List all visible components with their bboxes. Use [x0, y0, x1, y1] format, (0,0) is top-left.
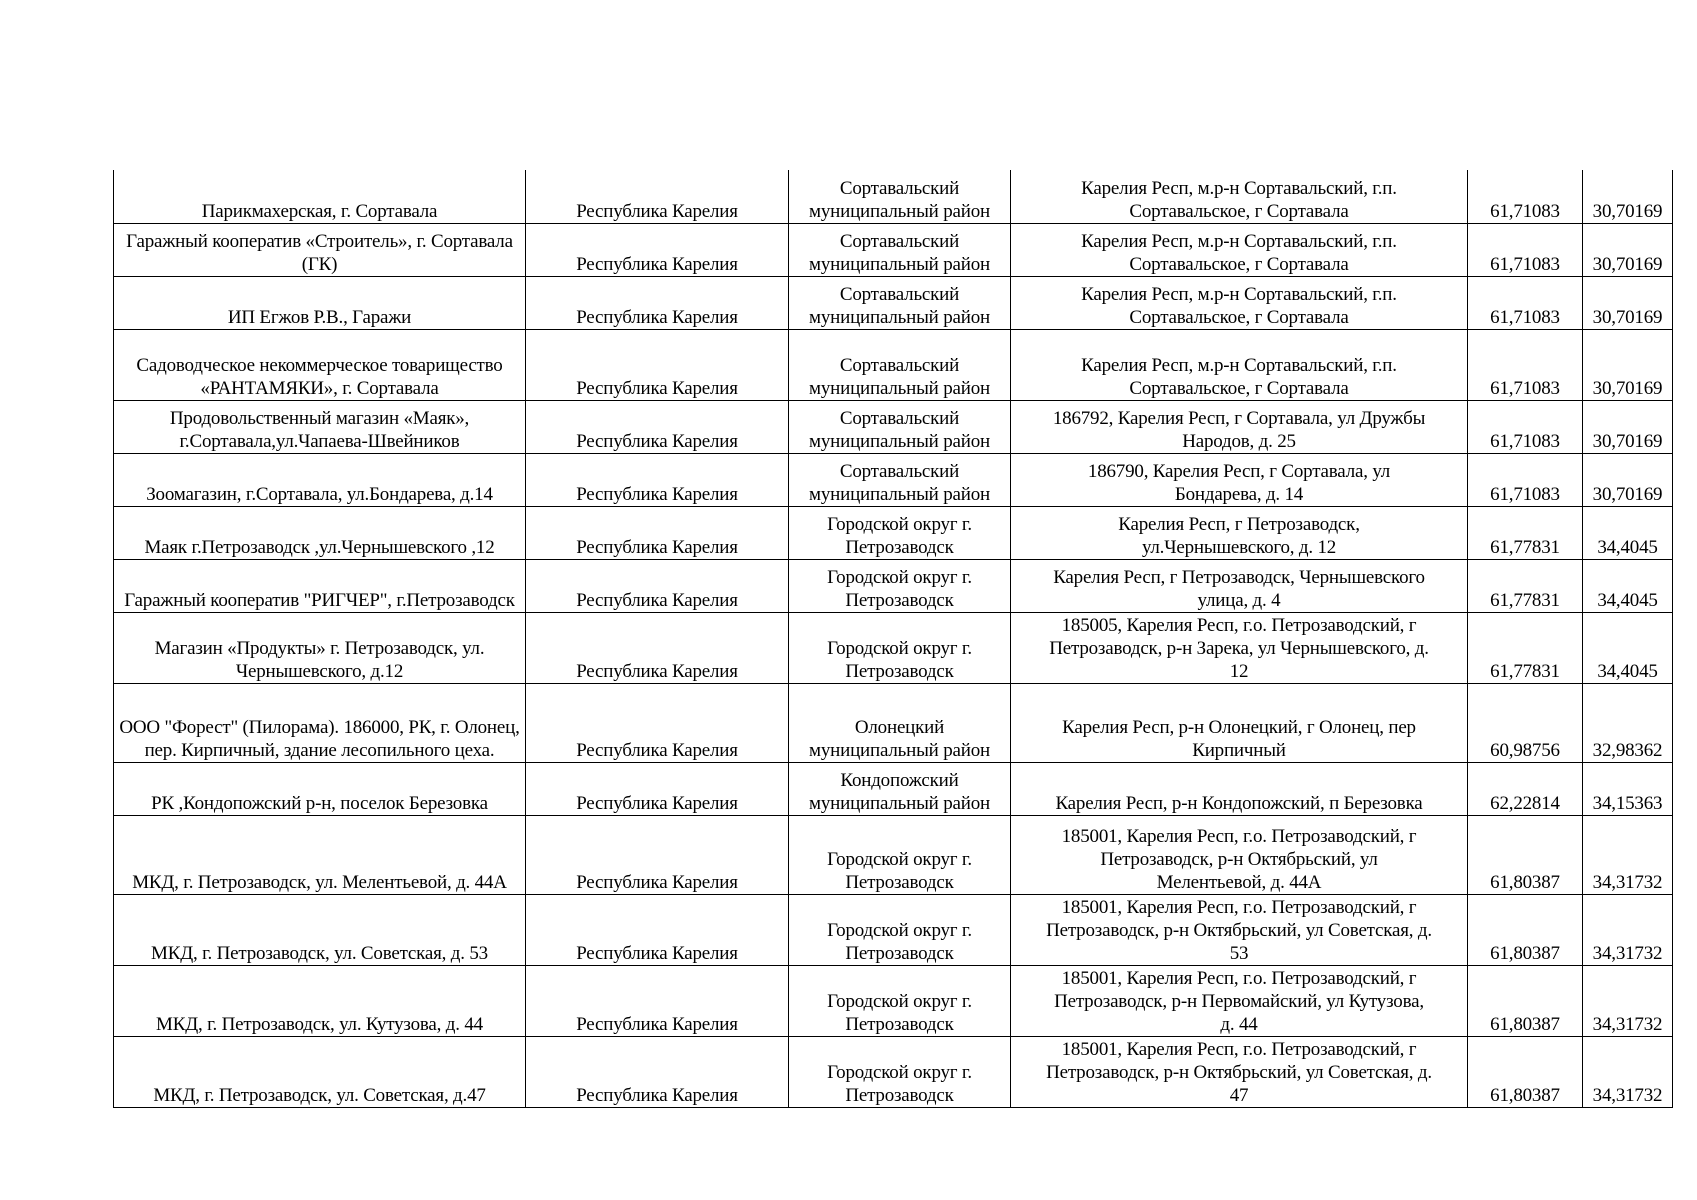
longitude-cell: 30,70169: [1583, 453, 1673, 506]
address-cell: [1011, 612, 1468, 683]
district-line: Петрозаводск: [845, 536, 954, 558]
object-name-cell: МКД, г. Петрозаводск, ул. Советская, д.47: [114, 1036, 526, 1107]
address-line: улица, д. 4: [1197, 589, 1281, 611]
latitude-cell: 61,71083: [1468, 223, 1583, 276]
table-row: [114, 683, 1673, 762]
address-cell: [1011, 683, 1468, 762]
district-line: Сортавальский: [839, 407, 960, 429]
table-row: [114, 329, 1673, 400]
longitude-cell: 30,70169: [1583, 223, 1673, 276]
object-name-cell: МКД, г. Петрозаводск, ул. Советская, д. 53: [114, 894, 526, 965]
table-row: [114, 276, 1673, 329]
object-name-cell: Гаражный кооператив "РИГЧЕР", г.Петрозаводск: [114, 559, 526, 612]
district-line: Городской округ г.: [827, 566, 972, 588]
district-line: муниципальный район: [809, 430, 990, 452]
address-line: 53: [1229, 942, 1249, 964]
district-line: Сортавальский: [839, 230, 960, 252]
region-cell: Республика Карелия: [526, 329, 789, 400]
address-cell: [1011, 170, 1468, 223]
address-line: Народов, д. 25: [1182, 430, 1296, 452]
address-line: 185001, Карелия Респ, г.о. Петрозаводский, г: [1061, 896, 1417, 918]
region-cell: Республика Карелия: [526, 965, 789, 1036]
address-cell: [1011, 762, 1468, 815]
region-cell: Республика Карелия: [526, 683, 789, 762]
district-line: муниципальный район: [809, 739, 990, 761]
district-line: Петрозаводск: [845, 1013, 954, 1035]
region-cell: Республика Карелия: [526, 559, 789, 612]
region-cell: Республика Карелия: [526, 453, 789, 506]
district-cell: [789, 559, 1011, 612]
district-line: Городской округ г.: [827, 990, 972, 1012]
address-line: 186790, Карелия Респ, г Сортавала, ул: [1087, 460, 1391, 482]
district-line: Петрозаводск: [845, 660, 954, 682]
district-line: муниципальный район: [809, 253, 990, 275]
table-row: [114, 559, 1673, 612]
latitude-cell: 61,71083: [1468, 170, 1583, 223]
table-row: [114, 965, 1673, 1036]
district-line: Сортавальский: [839, 460, 960, 482]
object-name-cell: Гаражный кооператив «Строитель», г. Сортавала (ГК): [114, 223, 526, 276]
address-cell: [1011, 400, 1468, 453]
address-cell: [1011, 559, 1468, 612]
longitude-cell: 34,31732: [1583, 894, 1673, 965]
longitude-cell: 34,4045: [1583, 506, 1673, 559]
address-line: Сортавальское, г Сортавала: [1129, 253, 1349, 275]
region-cell: Республика Карелия: [526, 612, 789, 683]
district-line: Городской округ г.: [827, 848, 972, 870]
region-cell: Республика Карелия: [526, 762, 789, 815]
address-cell: [1011, 453, 1468, 506]
table-row: [114, 762, 1673, 815]
district-cell: [789, 965, 1011, 1036]
address-line: 185001, Карелия Респ, г.о. Петрозаводский, г: [1061, 1038, 1417, 1060]
longitude-cell: 32,98362: [1583, 683, 1673, 762]
address-cell: [1011, 276, 1468, 329]
address-line: Сортавальское, г Сортавала: [1129, 200, 1349, 222]
address-line: 185005, Карелия Респ, г.о. Петрозаводский, г: [1061, 614, 1417, 636]
district-cell: [789, 170, 1011, 223]
table-row: [114, 223, 1673, 276]
address-line: Карелия Респ, м.р-н Сортавальский, г.п.: [1081, 177, 1397, 199]
address-line: Петрозаводск, р-н Октябрьский, ул Советская, д.: [1046, 1061, 1432, 1083]
district-cell: [789, 453, 1011, 506]
address-line: 12: [1229, 660, 1249, 682]
object-name-cell: Садоводческое некоммерческое товарищество «РАНТАМЯКИ», г. Сортавала: [114, 329, 526, 400]
region-cell: Республика Карелия: [526, 815, 789, 894]
district-cell: [789, 612, 1011, 683]
address-line: 186792, Карелия Респ, г Сортавала, ул Дружбы: [1052, 407, 1426, 429]
district-cell: [789, 815, 1011, 894]
registry-table-body: [114, 170, 1673, 1107]
district-line: муниципальный район: [809, 377, 990, 399]
longitude-cell: 34,4045: [1583, 612, 1673, 683]
table-row: [114, 612, 1673, 683]
object-name-cell: МКД, г. Петрозаводск, ул. Мелентьевой, д. 44А: [114, 815, 526, 894]
district-cell: [789, 400, 1011, 453]
address-line: Карелия Респ, м.р-н Сортавальский, г.п.: [1081, 283, 1397, 305]
longitude-cell: 30,70169: [1583, 400, 1673, 453]
address-line: Карелия Респ, г Петрозаводск, Чернышевского: [1053, 566, 1425, 588]
address-line: Карелия Респ, р-н Олонецкий, г Олонец, пер: [1062, 716, 1416, 738]
district-cell: [789, 276, 1011, 329]
latitude-cell: 61,80387: [1468, 815, 1583, 894]
latitude-cell: 61,77831: [1468, 559, 1583, 612]
address-line: ул.Чернышевского, д. 12: [1141, 536, 1337, 558]
district-line: Сортавальский: [839, 283, 960, 305]
object-name-cell: Зоомагазин, г.Сортавала, ул.Бондарева, д.14: [114, 453, 526, 506]
district-line: Петрозаводск: [845, 1084, 954, 1106]
table-row: [114, 170, 1673, 223]
region-cell: Республика Карелия: [526, 223, 789, 276]
address-line: Бондарева, д. 14: [1174, 483, 1304, 505]
district-cell: [789, 894, 1011, 965]
address-line: Карелия Респ, р-н Кондопожский, п Березовка: [1055, 792, 1423, 814]
address-line: Сортавальское, г Сортавала: [1129, 377, 1349, 399]
district-cell: [789, 1036, 1011, 1107]
longitude-cell: 30,70169: [1583, 276, 1673, 329]
table-row: [114, 506, 1673, 559]
latitude-cell: 61,80387: [1468, 965, 1583, 1036]
address-cell: [1011, 506, 1468, 559]
latitude-cell: 61,77831: [1468, 612, 1583, 683]
district-line: Городской округ г.: [827, 513, 972, 535]
district-line: Городской округ г.: [827, 919, 972, 941]
address-cell: [1011, 223, 1468, 276]
table-row: [114, 400, 1673, 453]
address-line: Карелия Респ, м.р-н Сортавальский, г.п.: [1081, 354, 1397, 376]
registry-table: [113, 170, 1673, 1108]
address-cell: [1011, 815, 1468, 894]
latitude-cell: 61,80387: [1468, 1036, 1583, 1107]
district-line: Сортавальский: [839, 177, 960, 199]
latitude-cell: 61,80387: [1468, 894, 1583, 965]
latitude-cell: 61,71083: [1468, 453, 1583, 506]
table-row: [114, 453, 1673, 506]
latitude-cell: 61,71083: [1468, 276, 1583, 329]
latitude-cell: 61,71083: [1468, 329, 1583, 400]
object-name-cell: Парикмахерская, г. Сортавала: [114, 170, 526, 223]
address-line: Петрозаводск, р-н Первомайский, ул Кутузова,: [1054, 990, 1424, 1012]
district-line: Петрозаводск: [845, 871, 954, 893]
region-cell: Республика Карелия: [526, 276, 789, 329]
address-cell: [1011, 1036, 1468, 1107]
region-cell: Республика Карелия: [526, 506, 789, 559]
longitude-cell: 30,70169: [1583, 329, 1673, 400]
district-cell: [789, 683, 1011, 762]
address-line: Петрозаводск, р-н Зарека, ул Чернышевского, д.: [1049, 637, 1429, 659]
district-cell: [789, 506, 1011, 559]
latitude-cell: 61,77831: [1468, 506, 1583, 559]
longitude-cell: 34,4045: [1583, 559, 1673, 612]
district-line: муниципальный район: [809, 792, 990, 814]
district-line: Кондопожский: [840, 769, 959, 791]
object-name-cell: Маяк г.Петрозаводск ,ул.Чернышевского ,12: [114, 506, 526, 559]
latitude-cell: 61,71083: [1468, 400, 1583, 453]
address-line: Петрозаводск, р-н Октябрьский, ул: [1100, 848, 1378, 870]
longitude-cell: 30,70169: [1583, 170, 1673, 223]
district-line: Городской округ г.: [827, 1061, 972, 1083]
region-cell: Республика Карелия: [526, 400, 789, 453]
district-line: Петрозаводск: [845, 589, 954, 611]
object-name-cell: Продовольственный магазин «Маяк», г.Сортавала,ул.Чапаева-Швейников: [114, 400, 526, 453]
district-cell: [789, 223, 1011, 276]
object-name-cell: МКД, г. Петрозаводск, ул. Кутузова, д. 44: [114, 965, 526, 1036]
address-line: Карелия Респ, м.р-н Сортавальский, г.п.: [1081, 230, 1397, 252]
longitude-cell: 34,31732: [1583, 965, 1673, 1036]
table-row: [114, 1036, 1673, 1107]
address-line: д. 44: [1220, 1013, 1258, 1035]
longitude-cell: 34,31732: [1583, 815, 1673, 894]
table-row: [114, 894, 1673, 965]
object-name-cell: ООО "Форест" (Пилорама). 186000, РК, г. Олонец, пер. Кирпичный, здание лесопильного цеха.: [114, 683, 526, 762]
address-line: 47: [1229, 1084, 1249, 1106]
table-row: [114, 815, 1673, 894]
address-line: Карелия Респ, г Петрозаводск,: [1118, 513, 1360, 535]
object-name-cell: ИП Егжов Р.В., Гаражи: [114, 276, 526, 329]
region-cell: Республика Карелия: [526, 170, 789, 223]
district-line: муниципальный район: [809, 483, 990, 505]
address-line: Петрозаводск, р-н Октябрьский, ул Советская, д.: [1046, 919, 1432, 941]
address-cell: [1011, 965, 1468, 1036]
longitude-cell: 34,15363: [1583, 762, 1673, 815]
object-name-cell: РК ,Кондопожский р-н, поселок Березовка: [114, 762, 526, 815]
district-cell: [789, 762, 1011, 815]
latitude-cell: 60,98756: [1468, 683, 1583, 762]
address-line: Кирпичный: [1192, 739, 1286, 761]
address-cell: [1011, 894, 1468, 965]
district-line: муниципальный район: [809, 306, 990, 328]
district-line: Городской округ г.: [827, 637, 972, 659]
object-name-cell: Магазин «Продукты» г. Петрозаводск, ул. Чернышевского, д.12: [114, 612, 526, 683]
address-cell: [1011, 329, 1468, 400]
address-line: 185001, Карелия Респ, г.о. Петрозаводский, г: [1061, 967, 1417, 989]
region-cell: Республика Карелия: [526, 894, 789, 965]
longitude-cell: 34,31732: [1583, 1036, 1673, 1107]
region-cell: Республика Карелия: [526, 1036, 789, 1107]
district-cell: [789, 329, 1011, 400]
address-line: Мелентьевой, д. 44А: [1156, 871, 1322, 893]
address-line: 185001, Карелия Респ, г.о. Петрозаводский, г: [1061, 825, 1417, 847]
latitude-cell: 62,22814: [1468, 762, 1583, 815]
district-line: муниципальный район: [809, 200, 990, 222]
address-line: Сортавальское, г Сортавала: [1129, 306, 1349, 328]
district-line: Петрозаводск: [845, 942, 954, 964]
district-line: Сортавальский: [839, 354, 960, 376]
district-line: Олонецкий: [854, 716, 945, 738]
